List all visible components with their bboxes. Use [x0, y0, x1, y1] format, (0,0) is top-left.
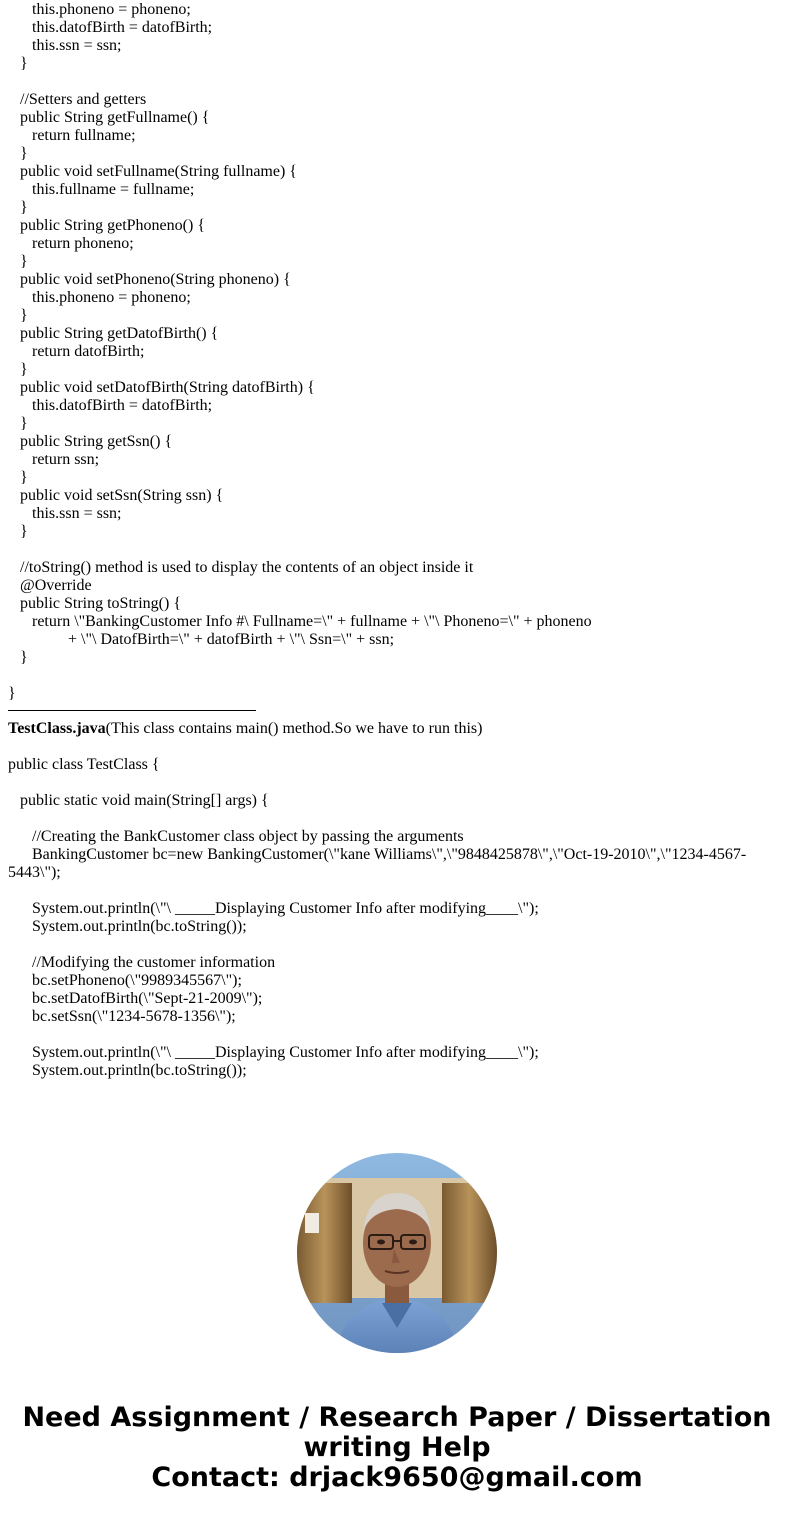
code-line: this.fullname = fullname;: [8, 181, 195, 198]
code-line: public String getSsn() {: [8, 433, 173, 450]
code-line: //Creating the BankCustomer class object by passing the arguments: [8, 828, 464, 845]
code-line: + \"\ DatofBirth=\" + datofBirth + \"\ Ssn=\" + ssn;: [8, 631, 395, 648]
section-filename: TestClass.java: [8, 720, 106, 737]
promo-banner: [0, 1403, 794, 1493]
code-line: }: [8, 199, 28, 216]
avatar-photo: [297, 1153, 497, 1353]
code-line: bc.setDatofBirth(\"Sept-21-2009\");: [8, 990, 263, 1007]
blank-line: [8, 936, 788, 954]
code-line: return \"BankingCustomer Info #\ Fullname=\" + fullname + \"\ Phoneno=\" + phoneno: [8, 613, 592, 630]
code-line: this.datofBirth = datofBirth;: [8, 19, 213, 36]
code-line: //Modifying the customer information: [8, 954, 276, 971]
code-line: }: [8, 523, 28, 540]
code-line: this.phoneno = phoneno;: [8, 289, 191, 306]
blank-line: [8, 774, 788, 792]
section-divider: [8, 710, 256, 711]
code-line: //toString() method is used to display the contents of an object inside it: [8, 559, 474, 576]
code-line: bc.setPhoneno(\"9989345567\");: [8, 972, 242, 989]
section-title: [8, 720, 788, 738]
code-line: }: [8, 415, 28, 432]
code-line: public class TestClass {: [8, 756, 160, 773]
code-line: public void setSsn(String ssn) {: [8, 487, 224, 504]
code-line: this.datofBirth = datofBirth;: [8, 397, 213, 414]
blank-line: [8, 667, 788, 685]
promo-line-1: Need Assignment / Research Paper / Dissertation: [22, 1402, 772, 1433]
code-line: }: [8, 253, 28, 270]
code-line: System.out.println(bc.toString());: [8, 1062, 247, 1079]
code-line: return datofBirth;: [8, 343, 145, 360]
code-line: System.out.println(\"\ _____Displaying Customer Info after modifying____\");: [8, 900, 539, 917]
code-line: }: [8, 55, 28, 72]
code-line: public String getDatofBirth() {: [8, 325, 219, 342]
code-line: public String getPhoneno() {: [8, 217, 205, 234]
code-line: System.out.println(bc.toString());: [8, 918, 247, 935]
code-block-top: [8, 1, 788, 703]
blank-line: [8, 541, 788, 559]
blank-line: [8, 882, 788, 900]
promo-contact: Contact: drjack9650@gmail.com: [151, 1462, 643, 1493]
code-line: public String toString() {: [8, 595, 182, 612]
code-line: }: [8, 145, 28, 162]
code-line: //Setters and getters: [8, 91, 147, 108]
code-line: this.phoneno = phoneno;: [8, 1, 191, 18]
blank-line: [8, 1026, 788, 1044]
code-line: return fullname;: [8, 127, 136, 144]
code-line: this.ssn = ssn;: [8, 505, 122, 522]
code-line: public void setDatofBirth(String datofBirth) {: [8, 379, 315, 396]
code-line: this.ssn = ssn;: [8, 37, 122, 54]
code-line: public String getFullname() {: [8, 109, 210, 126]
code-line: public void setPhoneno(String phoneno) {: [8, 271, 291, 288]
code-listing: [8, 1, 788, 1080]
blank-line: [8, 810, 788, 828]
code-line: BankingCustomer bc=new BankingCustomer(\"kane Williams\",\"9848425878\",\"Oct-19-2010\",\"1234-4567-5443\");: [8, 846, 747, 881]
code-block-bottom: [8, 738, 788, 1080]
code-line: bc.setSsn(\"1234-5678-1356\");: [8, 1008, 236, 1025]
code-line: }: [8, 685, 16, 702]
blank-line: [8, 73, 788, 91]
section-note: (This class contains main() method.So we have to run this): [105, 720, 483, 737]
code-line: }: [8, 649, 28, 666]
code-line: System.out.println(\"\ _____Displaying Customer Info after modifying____\");: [8, 1044, 539, 1061]
code-line: public static void main(String[] args) {: [8, 792, 269, 809]
promo-line-2: writing Help: [303, 1432, 491, 1463]
code-line: }: [8, 361, 28, 378]
blank-line: [8, 738, 788, 756]
author-avatar: [297, 1153, 497, 1353]
code-line: @Override: [8, 577, 92, 594]
code-line: }: [8, 307, 28, 324]
code-line: return ssn;: [8, 451, 100, 468]
code-line: return phoneno;: [8, 235, 134, 252]
code-line: public void setFullname(String fullname) {: [8, 163, 297, 180]
code-line: }: [8, 469, 28, 486]
